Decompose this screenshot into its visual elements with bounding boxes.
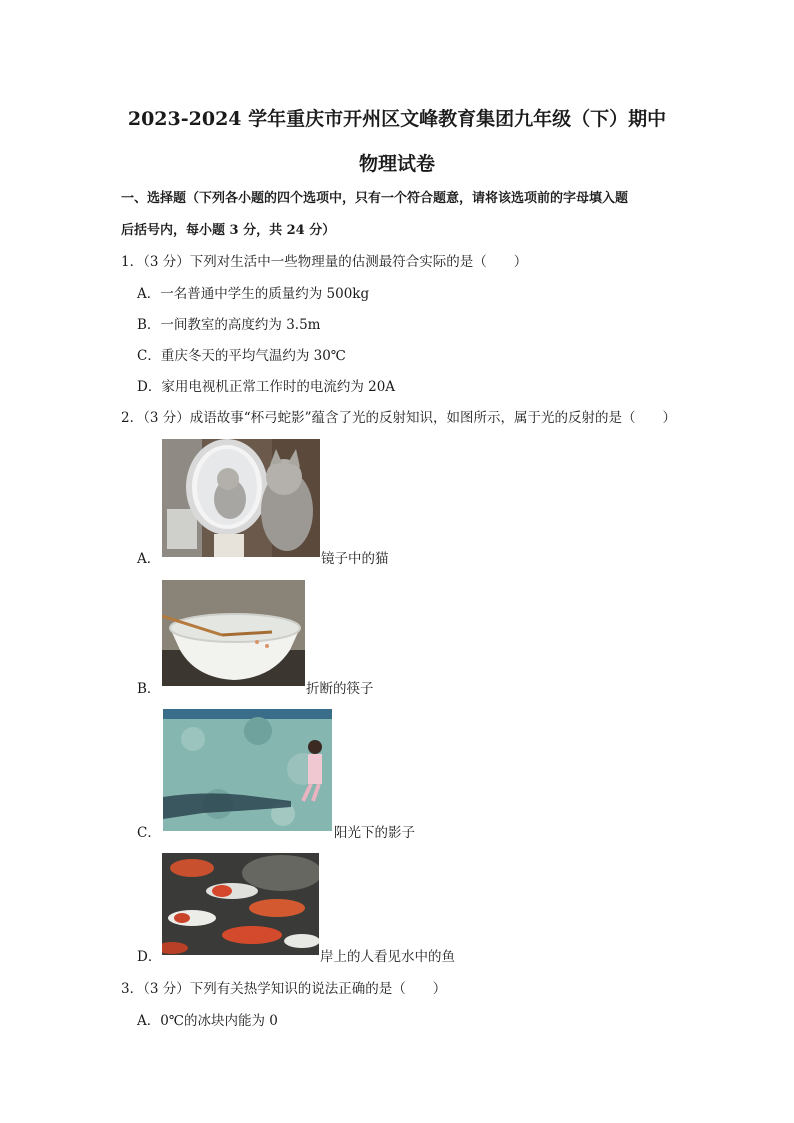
chopsticks-bowl-photo [162,580,305,686]
exam-title-line2: 物理试卷 [358,153,435,175]
question-2-option-d-letter: D． [137,949,162,965]
question-2-option-c-caption: 阳光下的影子 [334,825,415,841]
fish-pond-photo [162,853,319,955]
cat-mirror-photo [162,439,320,557]
question-1-option-c: C．重庆冬天的平均气温约为 30℃ [137,348,346,364]
question-2-option-b-letter: B． [137,681,161,697]
question-1-option-a: A．一名普通中学生的质量约为 500kg [137,286,370,302]
question-2-option-a-caption: 镜子中的猫 [321,551,389,567]
section-heading-line1: 一、选择题（下列各小题的四个选项中，只有一个符合题意，请将该选项前的字母填入题 [121,191,629,206]
question-1-option-b: B．一间教室的高度约为 3.5m [137,317,321,333]
question-2-stem: 2．（3 分）成语故事“杯弓蛇影”蕴含了光的反射知识，如图所示，属于光的反射的是（ ） [121,410,677,426]
question-2-option-c-letter: C． [137,825,161,841]
section-heading-line2: 后括号内，每小题 3 分，共 24 分） [121,223,336,238]
question-1-option-d: D．家用电视机正常工作时的电流约为 20A [137,379,396,395]
question-3-stem: 3．（3 分）下列有关热学知识的说法正确的是（ ） [121,981,447,997]
exam-title-line1: 2023-2024 学年重庆市开州区文峰教育集团九年级（下）期中 [127,108,667,130]
question-1-stem: 1．（3 分）下列对生活中一些物理量的估测最符合实际的是（ ） [121,254,528,270]
question-2-option-a-letter: A． [137,551,161,567]
question-2-option-b-caption: 折断的筷子 [306,681,374,697]
shadow-sunlight-photo [163,709,332,831]
question-2-option-d-caption: 岸上的人看见水中的鱼 [320,949,455,965]
question-3-option-a: A．0℃的冰块内能为 0 [137,1013,278,1029]
